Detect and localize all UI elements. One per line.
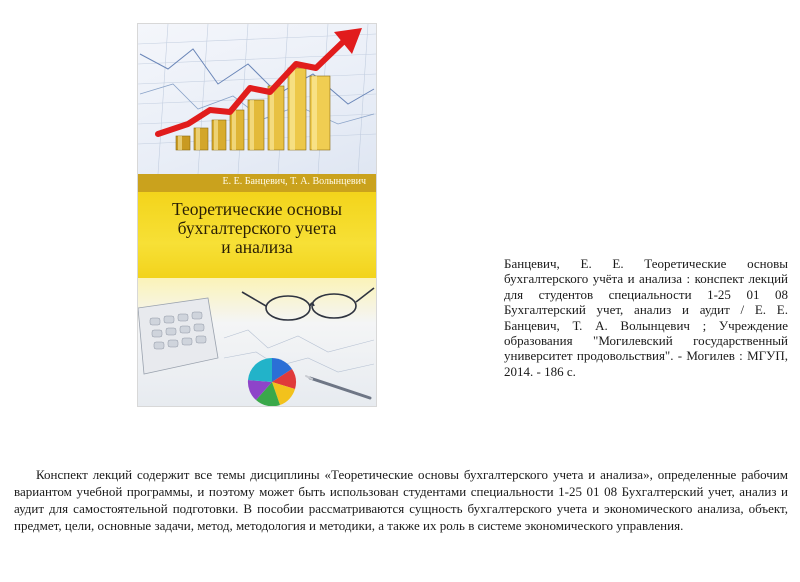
cover-desk-illustration bbox=[138, 278, 376, 406]
cover-title-line: бухгалтерского учета bbox=[177, 218, 337, 238]
bibliographic-citation: Банцевич, Е. Е. Теоретические основы бухгалтерского учёта и анализа : конспект лекций для студентов специальности 1-25 01 08 Бухгалтерский учет, анализ и аудит / Е. Е. Банцевич, Т. А. Волынцевич ; Учреждение образования "Могилевский государственный университет продовольствия". - Могилев : МГУП, 2014. - 186 с. bbox=[504, 256, 788, 379]
book-annotation: Конспект лекций содержит все темы дисциплины «Теоретические основы бухгалтерского учета и анализа», определенные рабочим вариантом учебной программы, и поэтому может быть использован студентами специальности 1-25 01 08 Бухгалтерский учет, анализ и аудит для самостоятельной подготовки. В пособии рассматриваются сущность бухгалтерского учета и экономического анализа, объект, предмет, цели, основные задачи, метод, методология и методики, а также их роль в системе экономического управления. bbox=[14, 467, 788, 533]
book-cover bbox=[138, 24, 376, 406]
cover-title-line: и анализа bbox=[221, 237, 293, 257]
cover-authors: Е. Е. Банцевич, Т. А. Волынцевич bbox=[222, 176, 366, 187]
cover-chart-illustration bbox=[138, 24, 376, 174]
cover-title-box bbox=[138, 192, 376, 278]
bar-chart-arrow-icon bbox=[138, 24, 376, 174]
cover-title-line: Теоретические основы bbox=[172, 199, 342, 219]
cover-title bbox=[148, 200, 366, 257]
calculator-glasses-pen-icon bbox=[138, 278, 376, 406]
author-strip bbox=[138, 174, 376, 192]
